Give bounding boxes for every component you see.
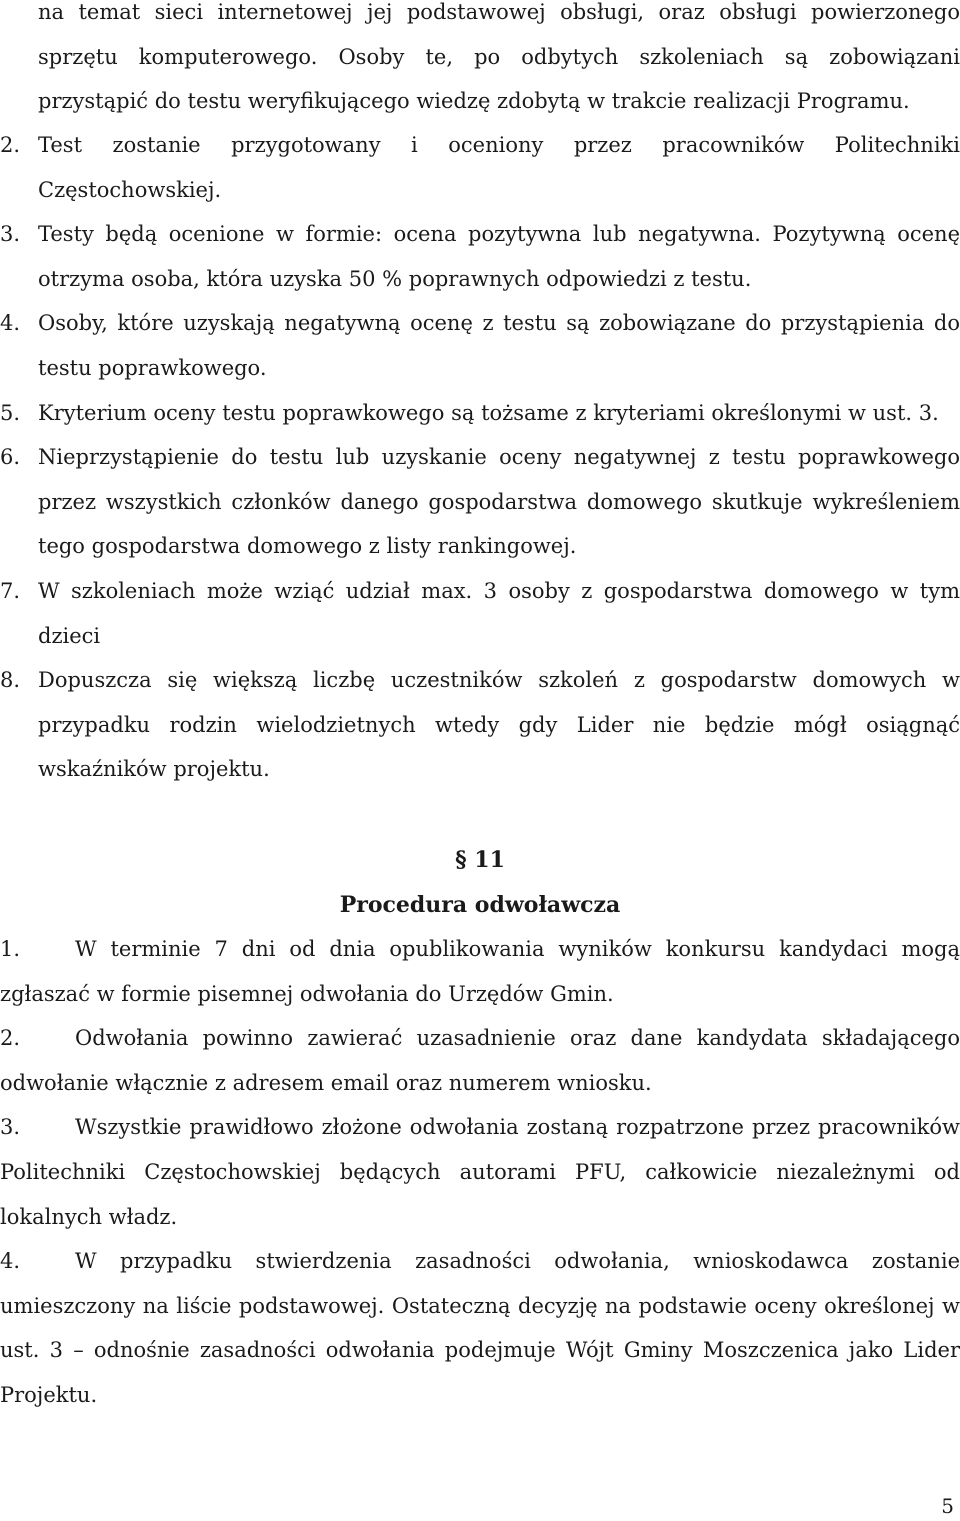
- list-item: [0, 391, 960, 436]
- continued-paragraph: na temat sieci internetowej jej podstawowej obsługi, oraz obsługi powierzonego sprzętu komputerowego. Osoby te, po odbytych szkoleniach są zobowiązani przystąpić do testu weryfikującego wiedzę zdobytą w trakcie realizacji Programu.: [38, 0, 960, 114]
- list-item-number: 5.: [0, 400, 21, 425]
- list-item-text: Odwołania powinno zawierać uzasadnienie oraz dane kandydata składającego odwołanie włącznie z adresem email oraz numerem wniosku.: [0, 1026, 960, 1095]
- list-item-number: 2.: [0, 133, 21, 157]
- list-item-text: Testy będą ocenione w formie: ocena pozytywna lub negatywna. Pozytywną ocenę otrzyma osoba, która uzyska 50 % poprawnych odpowiedzi z testu.: [38, 222, 960, 291]
- test-rules-list: [0, 123, 960, 792]
- page-number: 5: [941, 1494, 954, 1518]
- list-item-number: 4.: [0, 1249, 21, 1274]
- appeal-procedure-list: [0, 927, 960, 1418]
- list-item-text: Nieprzystąpienie do testu lub uzyskanie oceny negatywnej z testu poprawkowego przez wszystkich członków danego gospodarstwa domowego skutkuje wykreśleniem tego gospodarstwa domowego z listy rankingowej.: [38, 445, 960, 559]
- list-item: [0, 1016, 960, 1105]
- list-item-text: Osoby, które uzyskają negatywną ocenę z testu są zobowiązane do przystąpienia do testu poprawkowego.: [38, 311, 960, 380]
- list-item: [0, 927, 960, 1016]
- list-item-number: 1.: [0, 937, 21, 961]
- list-item-number: 8.: [0, 668, 21, 693]
- list-item-text: Kryterium oceny testu poprawkowego są tożsame z kryteriami określonymi w ust. 3.: [38, 400, 939, 425]
- list-item: [0, 301, 960, 390]
- list-item: [0, 212, 960, 301]
- list-item-number: 6.: [0, 445, 21, 470]
- list-item-text: W terminie 7 dni od dnia opublikowania wyników konkursu kandydaci mogą zgłaszać w formie pisemnej odwołania do Urzędów Gmin.: [0, 937, 960, 1006]
- list-item-text: Wszystkie prawidłowo złożone odwołania zostaną rozpatrzone przez pracowników Politechniki Częstochowskiej będących autorami PFU, całkowicie niezależnymi od lokalnych władz.: [0, 1115, 960, 1229]
- list-item-text: Dopuszcza się większą liczbę uczestników szkoleń z gospodarstw domowych w przypadku rodzin wielodzietnych wtedy gdy Lider nie będzie mógł osiągnąć wskaźników projektu.: [38, 668, 960, 782]
- list-item-number: 3.: [0, 222, 21, 247]
- section-number: § 11: [455, 847, 505, 873]
- list-item: [0, 435, 960, 569]
- list-item: [0, 569, 960, 658]
- list-item: [0, 1105, 960, 1239]
- list-item: [0, 658, 960, 792]
- section-title: Procedura odwoławcza: [339, 892, 621, 918]
- list-item-text: W szkoleniach może wziąć udział max. 3 osoby z gospodarstwa domowego w tym dzieci: [38, 578, 960, 648]
- list-item-number: 4.: [0, 311, 21, 336]
- list-item-text: W przypadku stwierdzenia zasadności odwołania, wnioskodawca zostanie umieszczony na liście podstawowej. Ostateczną decyzję na podstawie oceny określonej w ust. 3 – odnośnie zasadności odwołania podejmuje Wójt Gminy Moszczenica jako Lider Projektu.: [0, 1249, 960, 1407]
- list-item-number: 3.: [0, 1115, 21, 1140]
- list-item-number: 7.: [0, 578, 21, 603]
- list-item: [0, 123, 960, 212]
- list-item: [0, 1239, 960, 1417]
- list-item-number: 2.: [0, 1026, 21, 1051]
- list-item-text: Test zostanie przygotowany i oceniony przez pracowników Politechniki Częstochowskiej.: [38, 133, 960, 202]
